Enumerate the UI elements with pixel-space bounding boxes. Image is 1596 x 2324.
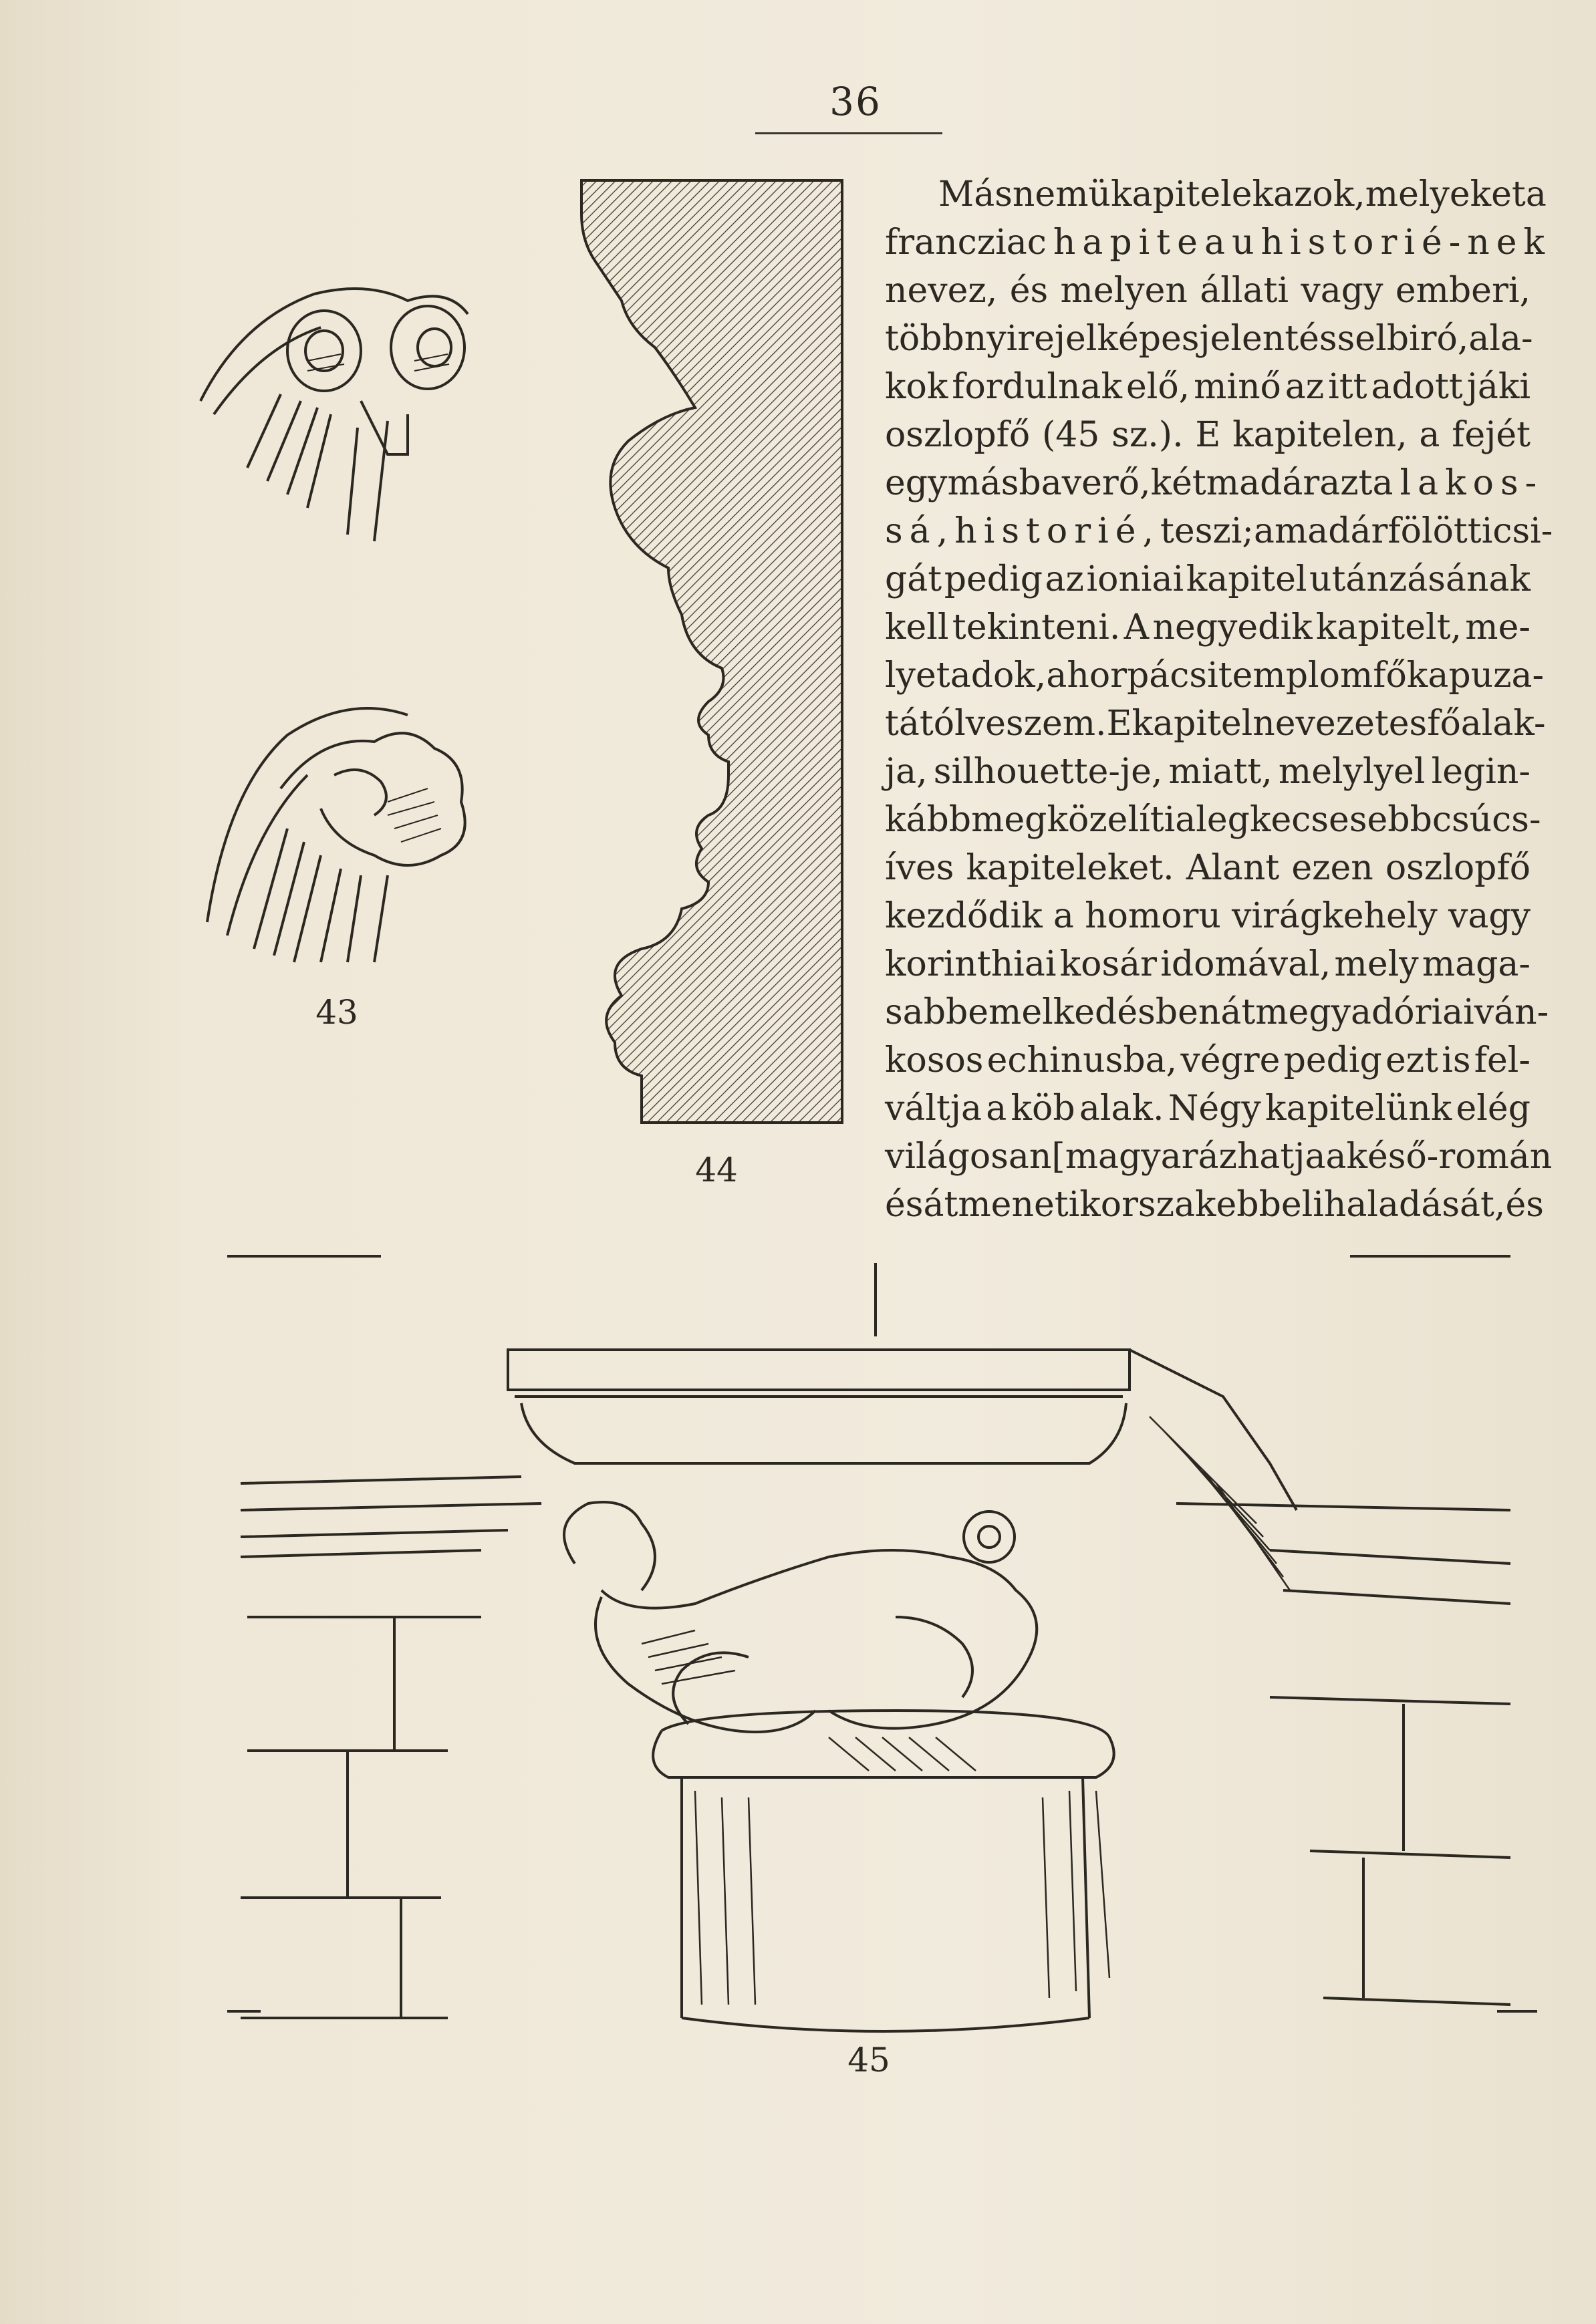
figure-44-caption: 44 [695, 1151, 738, 1189]
text-line-12: tától veszem. E kapitel nevezetes fő alak- [885, 704, 1546, 744]
text-line-7: egymásba verő, két madár azt alakos- [885, 463, 1544, 503]
text-line-14: kább megközelíti a legkecsesebb csúcs- [885, 800, 1541, 840]
figure-43-caption: 43 [315, 993, 358, 1032]
text-line-4: többnyire jelképes jelentéssel biró, ala- [885, 319, 1533, 359]
text-line-13: ja, silhouette-je, miatt, melylyel legin- [885, 752, 1531, 792]
text-line-16: kezdődik a homoru virágkehely vagy [885, 896, 1531, 936]
text-line-9: gát pedig az ioniai kapitel utánzásának [885, 559, 1531, 599]
text-line-20: váltja a köb alak. Négy kapitelünk elég [885, 1088, 1531, 1129]
text-line-17: korinthiai kosár idomával, mely maga- [885, 944, 1531, 984]
figure-43-drawing [187, 254, 508, 1002]
text-line-6: oszlopfő (45 sz.). E kapitelen, a fejét [885, 415, 1531, 455]
body-paragraph [885, 170, 1553, 1229]
text-line-3: nevez, és melyen állati vagy emberi, [885, 271, 1531, 311]
figure-45-drawing [227, 1243, 1537, 2071]
text-line-1: Másnemü kapitelek azok, melyeket a [938, 174, 1547, 214]
text-line-10: kell tekinteni. A negyedik kapitelt, me- [885, 607, 1531, 647]
figure-45-caption: 45 [847, 2041, 890, 2079]
text-line-19: kosos echinusba, végre pedig ezt is fel- [885, 1040, 1531, 1080]
text-line-15: íves kapiteleket. Alant ezen oszlopfő [885, 848, 1531, 888]
text-line-18: sabb emelkedésben átmegy a dóriai ván- [885, 992, 1549, 1032]
text-line-22: és átmeneti korszak ebbeli haladását, és [885, 1185, 1544, 1225]
text-line-11: lyet adok, a horpácsi templom főkapuza- [885, 656, 1545, 696]
header-rule [755, 132, 942, 134]
text-line-21: világosan [magyarázhatja a késő-román [885, 1137, 1553, 1177]
text-line-8: sá, historié, teszi; a madár fölötti csi- [885, 511, 1553, 551]
page-number: 36 [829, 79, 882, 124]
figure-44-drawing [575, 174, 855, 1163]
text-line-5: kok fordulnak elő, minő az itt adott jáki [885, 367, 1531, 407]
text-line-2: franczia chapiteau historié-nek [885, 223, 1552, 263]
